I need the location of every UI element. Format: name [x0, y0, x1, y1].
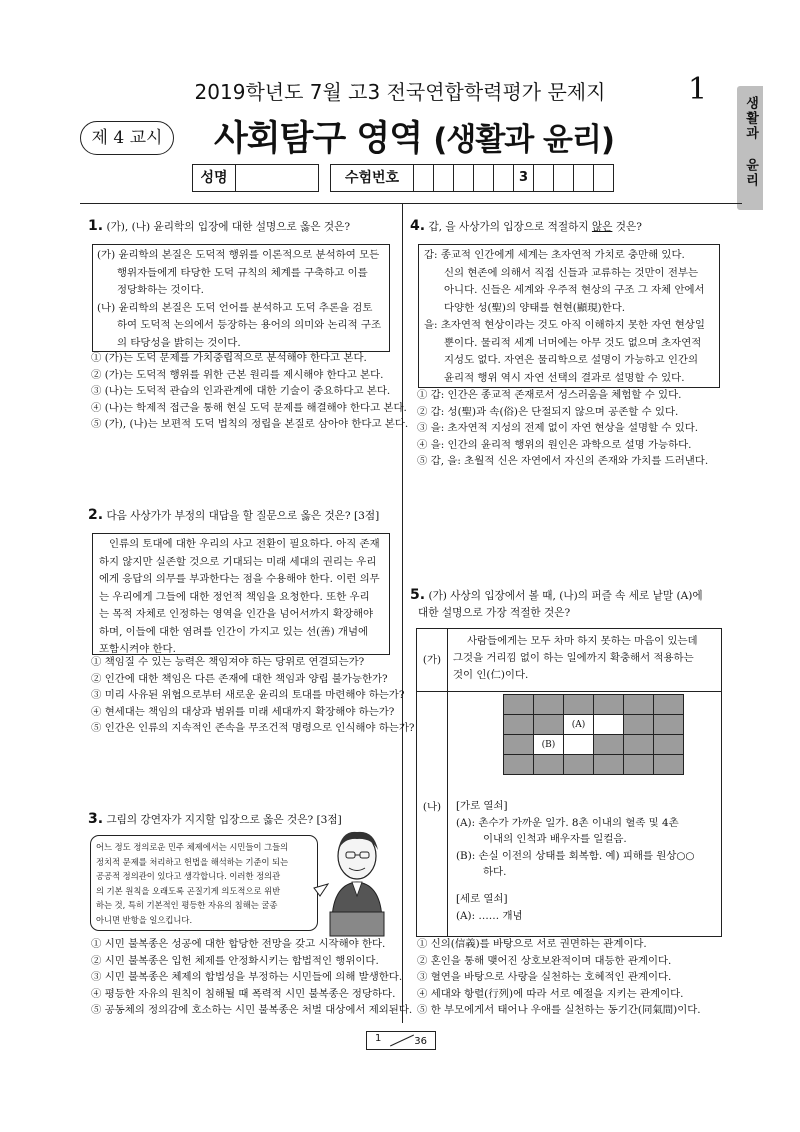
- answer-option[interactable]: ⑤ 한 부모에게서 태어나 우애를 실천하는 동기간(同氣間)이다.: [417, 1004, 701, 1017]
- question-stem: (가) 사상의 입장에서 볼 때, (나)의 퍼즐 속 세로 낱말 (A)에: [428, 590, 703, 602]
- grid-cell-shaded: [624, 715, 654, 735]
- bubble-line: 아니면 반항을 일으킵니다.: [96, 914, 193, 925]
- across-clue-a-cont: 이내의 인척과 배우자를 일컬음.: [483, 833, 627, 846]
- passage-line: 하지 않지만 실존할 것으로 기대되는 미래 세대의 권리는 우리: [99, 555, 377, 568]
- answer-option[interactable]: ① (가)는 도덕 문제를 가치중립적으로 분석해야 한다고 본다.: [91, 352, 367, 364]
- grid-cell-blank: [564, 735, 594, 755]
- grid-cell-shaded: [564, 695, 594, 715]
- down-title: [세로 열쇠]: [456, 892, 508, 905]
- answer-option[interactable]: ④ 평등한 자유의 원칙이 침해될 때 폭력적 시민 불복종은 정당하다.: [91, 987, 396, 1000]
- id-cell[interactable]: [474, 165, 494, 191]
- question-number: 2.: [88, 507, 104, 523]
- answer-option[interactable]: ① 시민 불복종은 성공에 대한 합당한 전망을 갖고 시작해야 한다.: [91, 938, 386, 950]
- id-cell[interactable]: [534, 165, 554, 191]
- answer-option[interactable]: ④ 현세대는 책임의 대상과 범위를 미래 세대까지 확장해야 하는가?: [91, 705, 395, 718]
- passage-line: 인류의 토대에 대한 우리의 사고 전환이 필요하다. 아직 존재: [109, 538, 380, 550]
- question-2: [88, 507, 394, 525]
- id-cell[interactable]: [454, 165, 474, 191]
- q2-passage-box: [92, 533, 390, 655]
- answer-option[interactable]: ⑤ (가), (나)는 보편적 도덕 법칙의 정립을 본질로 삼아야 한다고 본다.: [91, 418, 409, 431]
- name-field: [192, 164, 319, 192]
- passage-line: 지성도 없다. 자연은 물리학으로 설명이 가능하고 인간의: [444, 354, 698, 366]
- grid-cell-shaded: [564, 755, 594, 775]
- passage-line: (나) 윤리학의 본질은 도덕 언어를 분석하고 도덕 추론을 검토: [97, 301, 373, 314]
- q3-options: [91, 936, 412, 1019]
- id-cell[interactable]: [594, 165, 613, 191]
- grid-cell-shaded: [624, 695, 654, 715]
- id-cell-digit: 3: [514, 165, 534, 191]
- grid-cell-shaded: [504, 735, 534, 755]
- answer-option[interactable]: ⑤ 인간은 인류의 지속적인 존속을 무조건적 명령으로 인식해야 하는가?: [91, 722, 415, 735]
- passage-line: 다양한 성(聖)의 양태를 현현(顯現)한다.: [444, 301, 626, 314]
- passage-line: 는 우리에게 그들에 대한 정언적 책임을 요청한다. 또한 우리: [99, 590, 370, 603]
- q1-options: [91, 350, 408, 433]
- period-badge: 제 4 교시: [80, 121, 174, 155]
- grid-cell-b: (B): [534, 735, 564, 755]
- answer-option[interactable]: ② 혼인을 통해 맺어진 상호보완적이며 대등한 관계이다.: [417, 954, 672, 967]
- lecturer-illustration: [312, 826, 398, 938]
- exam-id-field: [330, 164, 614, 192]
- question-1: [88, 218, 394, 236]
- grid-cell-shaded: [624, 735, 654, 755]
- grid-cell-a: (A): [564, 715, 594, 735]
- question-number: 3.: [88, 811, 104, 827]
- passage-line: 윤리적 행위 역시 자연 선택의 결과로 설명할 수 있다.: [444, 371, 685, 384]
- grid-cell-shaded: [654, 755, 684, 775]
- ga-text: [453, 633, 719, 684]
- grid-cell-shaded: [534, 755, 564, 775]
- question-stem: 그림의 강연자가 지지할 입장으로 옳은 것은? [3점]: [106, 814, 342, 826]
- side-tab-label: 생활과 윤리: [743, 96, 758, 188]
- bubble-line: 의 기본 원칙을 오래도록 곤질기게 의도적으로 위반: [96, 885, 281, 896]
- grid-cell-shaded: [594, 735, 624, 755]
- down-clue-a: (A): …… 개념: [456, 909, 523, 922]
- subject-title: [214, 111, 614, 161]
- exam-title: 2019학년도 7월 고3 전국연합학력평가 문제지: [194, 80, 606, 104]
- na-label: (나): [417, 691, 448, 936]
- id-cell[interactable]: [434, 165, 454, 191]
- grid-cell-blank: [594, 715, 624, 735]
- answer-option[interactable]: ③ 시민 불복종은 체제의 합법성을 부정하는 시민들에 의해 발생한다.: [91, 971, 403, 984]
- id-cell[interactable]: [574, 165, 594, 191]
- across-clue-b: (B): 손실 이전의 상태를 회복함. 예) 피해를 원상○○: [456, 849, 695, 862]
- grid-cell-shaded: [504, 715, 534, 735]
- answer-option[interactable]: ④ 세대와 항렬(行列)에 따라 서로 예절을 지키는 관계이다.: [417, 987, 684, 1000]
- grid-cell-shaded: [624, 755, 654, 775]
- answer-option[interactable]: ③ (나)는 도덕적 관습의 인과관계에 대한 기술이 중요하다고 본다.: [91, 385, 391, 398]
- q1-passage-box: [92, 244, 390, 352]
- passage-line: 하여 도덕적 논의에서 등장하는 용어의 의미와 논리적 구조: [117, 319, 382, 331]
- answer-option[interactable]: ② 시민 불복종은 입헌 체제를 안정화시키는 합법적인 행위이다.: [91, 954, 379, 967]
- name-label: 성명: [193, 165, 236, 191]
- answer-option[interactable]: ⑤ 공동체의 정의감에 호소하는 시민 불복종은 처벌 대상에서 제외된다.: [91, 1004, 413, 1017]
- question-stem: 대한 설명으로 가장 적절한 것은?: [418, 607, 571, 619]
- question-stem: (가), (나) 윤리학의 입장에 대한 설명으로 옳은 것은?: [106, 221, 351, 233]
- grid-cell-shaded: [594, 755, 624, 775]
- ga-line: 것이 인(仁)이다.: [453, 669, 529, 681]
- passage-line: 는 목적 자체로 인정하는 영역을 인간을 넘어서까지 확장해야: [99, 608, 374, 620]
- grid-cell-shaded: [534, 715, 564, 735]
- grid-cell-shaded: [654, 695, 684, 715]
- passage-line: 을: 초자연적 현상이라는 것도 아직 이해하지 못한 자연 현상일: [424, 319, 705, 331]
- answer-option[interactable]: ③ 혈연을 바탕으로 사랑을 실천하는 호혜적인 관계이다.: [417, 971, 672, 984]
- across-clue-a: (A): 촌수가 가까운 일가. 8촌 이내의 혈족 및 4촌: [456, 816, 679, 829]
- grid-cell-shaded: [534, 695, 564, 715]
- answer-option[interactable]: ③ 미리 사유된 위협으로부터 새로운 윤리의 토대를 마련해야 하는가?: [91, 689, 405, 702]
- grid-cell-shaded: [654, 735, 684, 755]
- exam-id-label: 수험번호: [331, 165, 414, 191]
- passage-line: 뿐이다. 물리적 세계 너머에는 아무 것도 없으며 초자연적: [444, 336, 702, 349]
- passage-line: 정당화하는 것이다.: [117, 284, 204, 296]
- passage-line: 행위자들에게 타당한 도덕 규칙의 체계를 구축하고 이를: [117, 266, 368, 279]
- answer-option[interactable]: ③ 을: 초자연적 지성의 전제 없이 자연 현상을 설명할 수 있다.: [417, 422, 699, 435]
- header-divider: [80, 203, 742, 204]
- answer-option[interactable]: ① 신의(信義)를 바탕으로 서로 권면하는 관계이다.: [417, 938, 647, 950]
- page-number: 1: [688, 72, 708, 107]
- answer-option[interactable]: ② 인간에 대한 책임은 다른 존재에 대한 책임과 양립 불가능한가?: [91, 672, 388, 685]
- passage-line: (가) 윤리학의 본질은 도덕적 행위를 이론적으로 분석하여 모든: [97, 249, 380, 261]
- question-5: [410, 587, 740, 622]
- subject-sub: (생활과 윤리): [433, 122, 615, 158]
- column-divider: [402, 203, 403, 1023]
- question-number: 1.: [88, 218, 104, 234]
- answer-option[interactable]: ④ (나)는 학제적 접근을 통해 현실 도덕 문제를 해결해야 한다고 본다.: [91, 401, 407, 414]
- passage-line: 신의 현존에 의해서 직접 신들과 교류하는 것만이 전부는: [444, 266, 698, 279]
- grid-cell-shaded: [504, 695, 534, 715]
- name-input[interactable]: [236, 165, 318, 191]
- ga-label: (가): [417, 629, 448, 691]
- answer-option[interactable]: ④ 을: 인간의 윤리적 행위의 원인은 과학으로 설명 가능하다.: [417, 438, 692, 451]
- ga-line: 그것을 거리낌 없이 하는 일에까지 확충해서 적용하는: [453, 652, 694, 664]
- page-counter-slash: [390, 1035, 414, 1047]
- speech-bubble: [90, 835, 318, 931]
- passage-line: 하며, 이들에 대한 염려를 인간이 가지고 있는 선(善) 개념에: [99, 625, 369, 638]
- id-cell[interactable]: [554, 165, 574, 191]
- answer-option[interactable]: ⑤ 갑, 을: 초월적 신은 자연에서 자신의 존재와 가치를 드러낸다.: [417, 455, 709, 468]
- q2-options: [91, 654, 414, 737]
- answer-option[interactable]: ① 갑: 인간은 종교적 존재로서 성스러움을 체험할 수 있다.: [417, 389, 682, 401]
- bubble-line: 하는 것, 특히 기본적인 평등한 자유의 침해는 굴종: [96, 900, 278, 911]
- side-tab: [737, 86, 763, 210]
- grid-cell-shaded: [594, 695, 624, 715]
- grid-cell-shaded: [654, 715, 684, 735]
- passage-line: 갑: 종교적 인간에게 세계는 초자연적 가치로 충만해 있다.: [424, 249, 685, 261]
- across-clue-b-cont: 하다.: [483, 866, 507, 879]
- passage-line: 포함시켜야 한다.: [99, 643, 176, 655]
- answer-option[interactable]: ① 책임질 수 있는 능력은 책임져야 하는 당위로 연결되는가?: [91, 656, 365, 668]
- id-cell[interactable]: [414, 165, 434, 191]
- crossword-clues: [456, 798, 718, 924]
- passage-line: 의 타당성을 밝히는 것이다.: [117, 336, 241, 349]
- question-stem-emphasis: 않은: [591, 221, 613, 233]
- q5-options: [417, 936, 701, 1019]
- passage-line: 에게 응답의 의무를 부과한다는 점을 수용해야 한다. 이런 의무: [99, 573, 380, 585]
- crossword-grid: [503, 694, 684, 775]
- grid-cell-shaded: [504, 755, 534, 775]
- bubble-line: 어느 정도 정의로운 민주 체제에서는 시민들이 그들의: [96, 842, 289, 852]
- across-title: [가로 열쇠]: [456, 800, 508, 812]
- q5-ga-box: [416, 628, 722, 692]
- question-stem: 갑, 을 사상가의 입장으로 적절하지: [428, 221, 592, 233]
- page-counter-total: 36: [414, 1036, 427, 1047]
- id-cell[interactable]: [494, 165, 514, 191]
- ga-line: 사람들에게는 모두 차마 하지 못하는 마음이 있는데: [467, 635, 698, 647]
- question-4: [410, 218, 740, 236]
- bubble-line: 정치적 문제를 처리하고 헌법을 해석하는 기준이 되는: [96, 856, 289, 867]
- question-number: 5.: [410, 587, 426, 603]
- q4-options: [417, 387, 708, 470]
- bubble-line: 공공적 정의관이 있다고 생각합니다. 이러한 정의관: [96, 871, 281, 882]
- question-number: 4.: [410, 218, 426, 234]
- subject-main: 사회탐구 영역: [214, 119, 423, 159]
- question-stem: 다음 사상가가 부정의 대답을 할 질문으로 옳은 것은? [3점]: [106, 510, 380, 522]
- page-counter: [366, 1031, 436, 1050]
- passage-line: 아니다. 신들은 세계와 우주적 현상의 구조 그 자체 안에서: [444, 284, 705, 296]
- answer-option[interactable]: ② (가)는 도덕적 행위를 위한 근본 원리를 제시해야 한다고 본다.: [91, 368, 384, 381]
- q4-passage-box: [418, 244, 720, 388]
- page-counter-current: 1: [375, 1033, 382, 1044]
- question-stem: 것은?: [612, 221, 642, 233]
- answer-option[interactable]: ② 갑: 성(聖)과 속(俗)은 단절되지 않으며 공존할 수 있다.: [417, 405, 679, 418]
